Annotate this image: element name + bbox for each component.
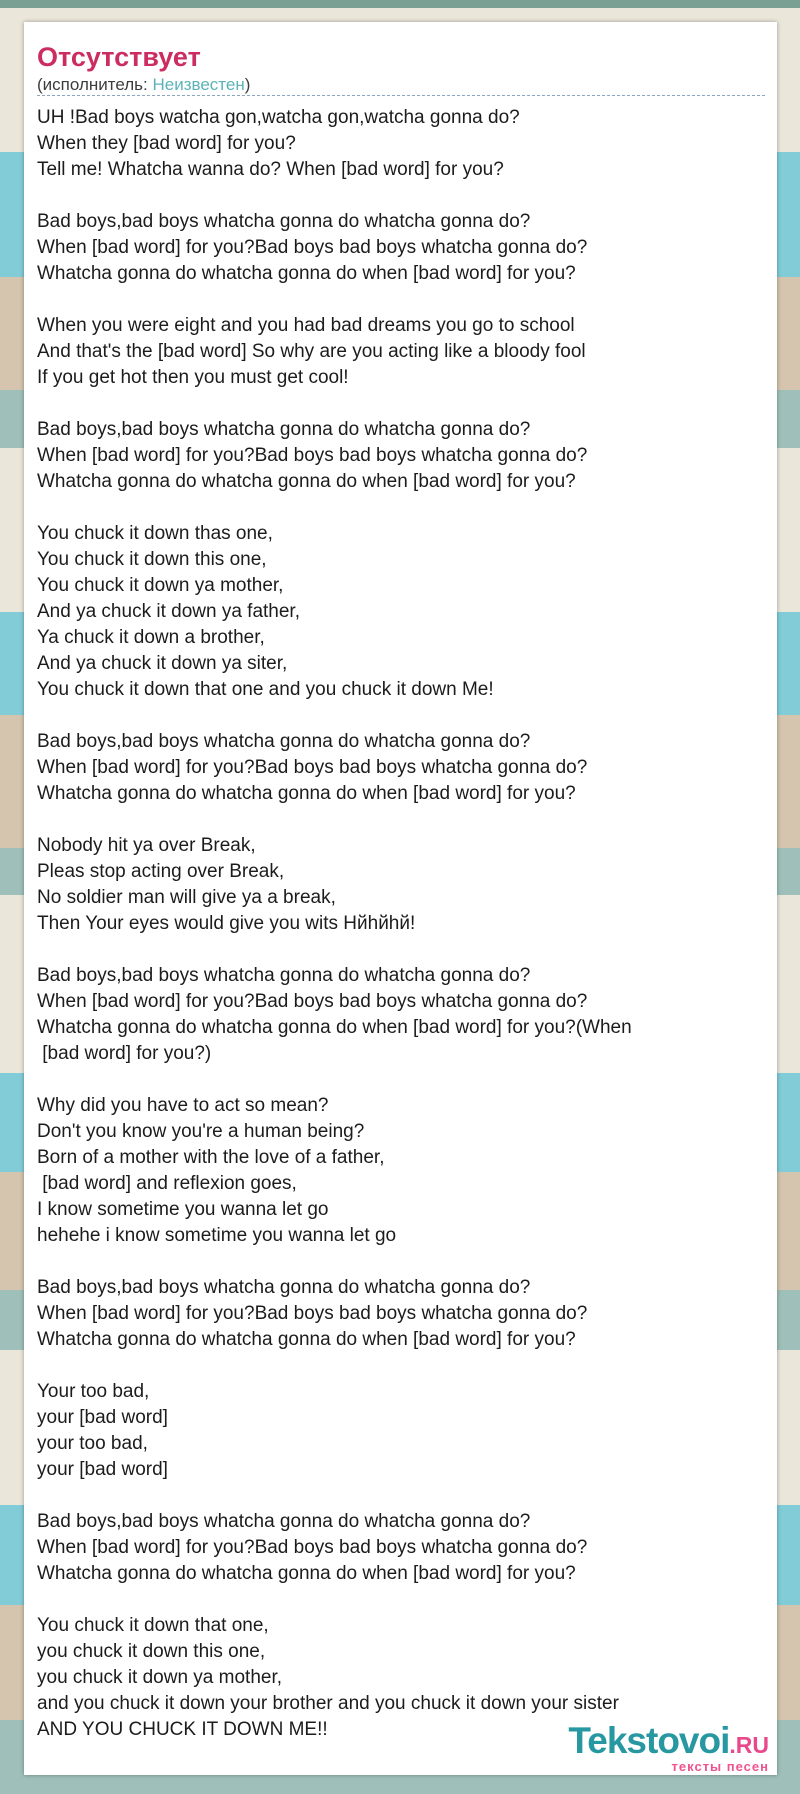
lyric-line: When [bad word] for you?Bad boys bad boys whatcha gonna do? [37, 1537, 588, 1558]
lyric-line: When [bad word] for you?Bad boys bad boys whatcha gonna do? [37, 1303, 588, 1324]
lyric-line: Whatcha gonna do whatcha gonna do when [bad word] for you? [37, 1563, 576, 1584]
stanza [37, 963, 765, 1067]
lyric-line: and you chuck it down your brother and you chuck it down your sister [37, 1693, 619, 1714]
lyric-line: Bad boys,bad boys whatcha gonna do whatcha gonna do? [37, 965, 531, 986]
lyric-line: your too bad, [37, 1433, 148, 1454]
stanza [37, 1275, 765, 1353]
lyric-line: AND YOU CHUCK IT DOWN ME!! [37, 1719, 328, 1740]
artist-label: (исполнитель: [37, 75, 153, 94]
lyric-line: Your too bad, [37, 1381, 150, 1402]
lyric-line: Bad boys,bad boys whatcha gonna do whatcha gonna do? [37, 419, 531, 440]
song-title: Отсутствует [37, 42, 201, 72]
stanza [37, 417, 765, 495]
site-logo[interactable] [568, 1722, 769, 1773]
lyric-line: Bad boys,bad boys whatcha gonna do whatcha gonna do? [37, 1511, 531, 1532]
lyric-line: Born of a mother with the love of a father, [37, 1147, 385, 1168]
lyric-line: hehehe i know sometime you wanna let go [37, 1225, 397, 1246]
lyric-line: Bad boys,bad boys whatcha gonna do whatcha gonna do? [37, 211, 531, 232]
lyric-line: UH !Bad boys watcha gon,watcha gon,watcha gonna do? [37, 107, 520, 128]
stanza [37, 1509, 765, 1587]
lyric-line: Whatcha gonna do whatcha gonna do when [bad word] for you? [37, 263, 576, 284]
lyric-line: When [bad word] for you?Bad boys bad boys whatcha gonna do? [37, 445, 588, 466]
lyric-line: If you get hot then you must get cool! [37, 367, 349, 388]
lyric-line: [bad word] and reflexion goes, [37, 1173, 297, 1194]
stanza [37, 833, 765, 937]
stanza [37, 209, 765, 287]
lyric-line: Whatcha gonna do whatcha gonna do when [bad word] for you? [37, 1329, 576, 1350]
lyric-line: Whatcha gonna do whatcha gonna do when [bad word] for you?(When [37, 1017, 632, 1038]
lyrics-text [37, 105, 765, 1743]
lyric-line: You chuck it down thas one, [37, 523, 273, 544]
lyric-line: Whatcha gonna do whatcha gonna do when [bad word] for you? [37, 783, 576, 804]
stanza [37, 729, 765, 807]
lyric-line: Bad boys,bad boys whatcha gonna do whatcha gonna do? [37, 731, 531, 752]
lyric-line: Nobody hit ya over Break, [37, 835, 256, 856]
logo-name-text: Tekstovoi [568, 1720, 730, 1761]
logo-domain-text: .RU [729, 1732, 769, 1758]
lyrics-card [24, 22, 777, 1775]
stanza [37, 313, 765, 391]
lyric-line: you chuck it down this one, [37, 1641, 266, 1662]
lyric-line: your [bad word] [37, 1459, 168, 1480]
lyric-line: You chuck it down that one, [37, 1615, 269, 1636]
stanza [37, 1093, 765, 1249]
lyric-line: And ya chuck it down ya father, [37, 601, 300, 622]
lyric-line: Don't you know you're a human being? [37, 1121, 365, 1142]
lyric-line: you chuck it down ya mother, [37, 1667, 283, 1688]
lyric-line: Pleas stop acting over Break, [37, 861, 285, 882]
lyric-line: your [bad word] [37, 1407, 168, 1428]
lyric-line: Tell me! Whatcha wanna do? When [bad word] for you? [37, 159, 504, 180]
lyric-line: [bad word] for you?) [37, 1043, 212, 1064]
stanza [37, 1379, 765, 1483]
dashed-separator [37, 95, 765, 96]
lyric-line: When [bad word] for you?Bad boys bad boys whatcha gonna do? [37, 237, 588, 258]
lyric-line: You chuck it down ya mother, [37, 575, 284, 596]
stanza [37, 521, 765, 703]
artist-line [37, 75, 765, 94]
lyric-line: I know sometime you wanna let go [37, 1199, 329, 1220]
logo-tagline: тексты песен [671, 1759, 769, 1774]
lyric-line: When [bad word] for you?Bad boys bad boys whatcha gonna do? [37, 991, 588, 1012]
lyric-line: Then Your eyes would give you wits Нйhйhй! [37, 913, 416, 934]
lyric-line: When they [bad word] for you? [37, 133, 296, 154]
lyric-line: Bad boys,bad boys whatcha gonna do whatcha gonna do? [37, 1277, 531, 1298]
lyric-line: When you were eight and you had bad dreams you go to school [37, 315, 575, 336]
lyric-line: You chuck it down that one and you chuck it down Me! [37, 679, 494, 700]
logo-wordmark [568, 1722, 769, 1759]
lyric-line: Ya chuck it down a brother, [37, 627, 265, 648]
lyric-line: You chuck it down this one, [37, 549, 267, 570]
artist-suffix: ) [244, 75, 251, 94]
lyric-line: Why did you have to act so mean? [37, 1095, 329, 1116]
lyric-line: When [bad word] for you?Bad boys bad boys whatcha gonna do? [37, 757, 588, 778]
artist-link[interactable]: Неизвестен [152, 75, 245, 94]
lyric-line: No soldier man will give ya a break, [37, 887, 336, 908]
lyric-line: And ya chuck it down ya siter, [37, 653, 288, 674]
stanza [37, 105, 765, 183]
lyric-line: Whatcha gonna do whatcha gonna do when [bad word] for you? [37, 471, 576, 492]
lyric-line: And that's the [bad word] So why are you acting like a bloody fool [37, 341, 586, 362]
